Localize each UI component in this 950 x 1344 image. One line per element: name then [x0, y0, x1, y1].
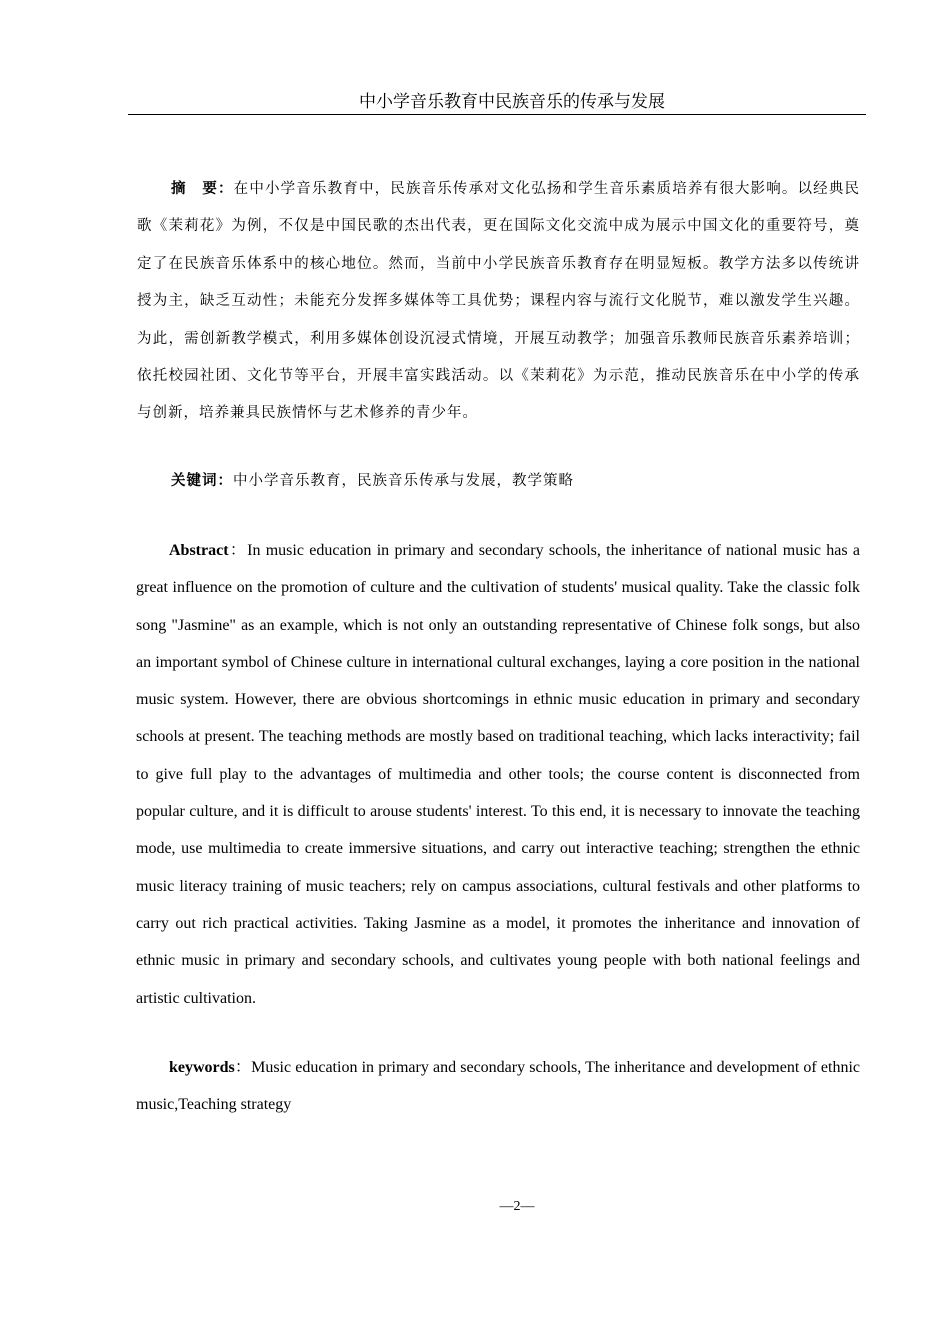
- header-title: 中小学音乐教育中民族音乐的传承与发展: [359, 92, 665, 112]
- chinese-abstract-label: 摘 要：: [171, 180, 234, 197]
- chinese-keywords-label: 关键词：: [171, 472, 233, 489]
- chinese-abstract-text: 在中小学音乐教育中，民族音乐传承对文化弘扬和学生音乐素质培养有很大影响。以经典民歌《茉莉花》为例，不仅是中国民歌的杰出代表，更在国际文化交流中成为展示中国文化的重要符号，奠定了在民族音乐体系中的核心地位。然而，当前中小学民族音乐教育存在明显短板。教学方法多以传统讲授为主，缺乏互动性；未能充分发挥多媒体等工具优势；课程内容与流行文化脱节，难以激发学生兴趣。为此，需创新教学模式，利用多媒体创设沉浸式情境，开展互动教学；加强音乐教师民族音乐素养培训；依托校园社团、文化节等平台，开展丰富实践活动。以《茉莉花》为示范，推动民族音乐在中小学的传承与创新，培养兼具民族情怀与艺术修养的青少年。: [137, 181, 861, 422]
- english-keywords: [136, 1049, 860, 1123]
- chinese-abstract: [137, 170, 860, 433]
- english-abstract-text: In music education in primary and secondary schools, the inheritance of national music has a great influence on the promotion of culture and the cultivation of students' musical quality. Take the classic folk song "Jasmine" as an example, which is not only an outstanding representative of Chinese folk songs, but also an important symbol of Chinese culture in international cultural exchanges, laying a core position in the national music system. However, there are obvious shortcomings in ethnic music education in primary and secondary schools at present. The teaching methods are mostly based on traditional teaching, which lacks interactivity; fail to give full play to the advantages of multimedia and other tools; the course content is disconnected from popular culture, and it is difficult to arouse students' interest. To this end, it is necessary to innovate the teaching mode, use multimedia to create immersive situations, and carry out interactive teaching; strengthen the ethnic music literacy training of music teachers; rely on campus associations, cultural festivals and other platforms to carry out rich practical activities. Taking Jasmine as a model, it promotes the inheritance and innovation of ethnic music in primary and secondary schools, and cultivates young people with both national feelings and artistic cultivation.: [136, 542, 860, 1007]
- english-abstract: [136, 532, 860, 1017]
- chinese-keywords-text: 中小学音乐教育，民族音乐传承与发展，教学策略: [233, 473, 574, 489]
- chinese-keywords: [137, 462, 860, 500]
- page-number: —2—: [499, 1199, 535, 1214]
- english-abstract-separator: ：: [228, 542, 248, 559]
- english-abstract-label: Abstract: [169, 542, 229, 559]
- english-keywords-label: keywords: [169, 1059, 235, 1076]
- english-keywords-text: Music education in primary and secondary schools, The inheritance and development of ethnic music,Teaching strategy: [136, 1059, 860, 1113]
- running-header: [128, 90, 866, 115]
- english-keywords-separator: ：: [234, 1059, 252, 1076]
